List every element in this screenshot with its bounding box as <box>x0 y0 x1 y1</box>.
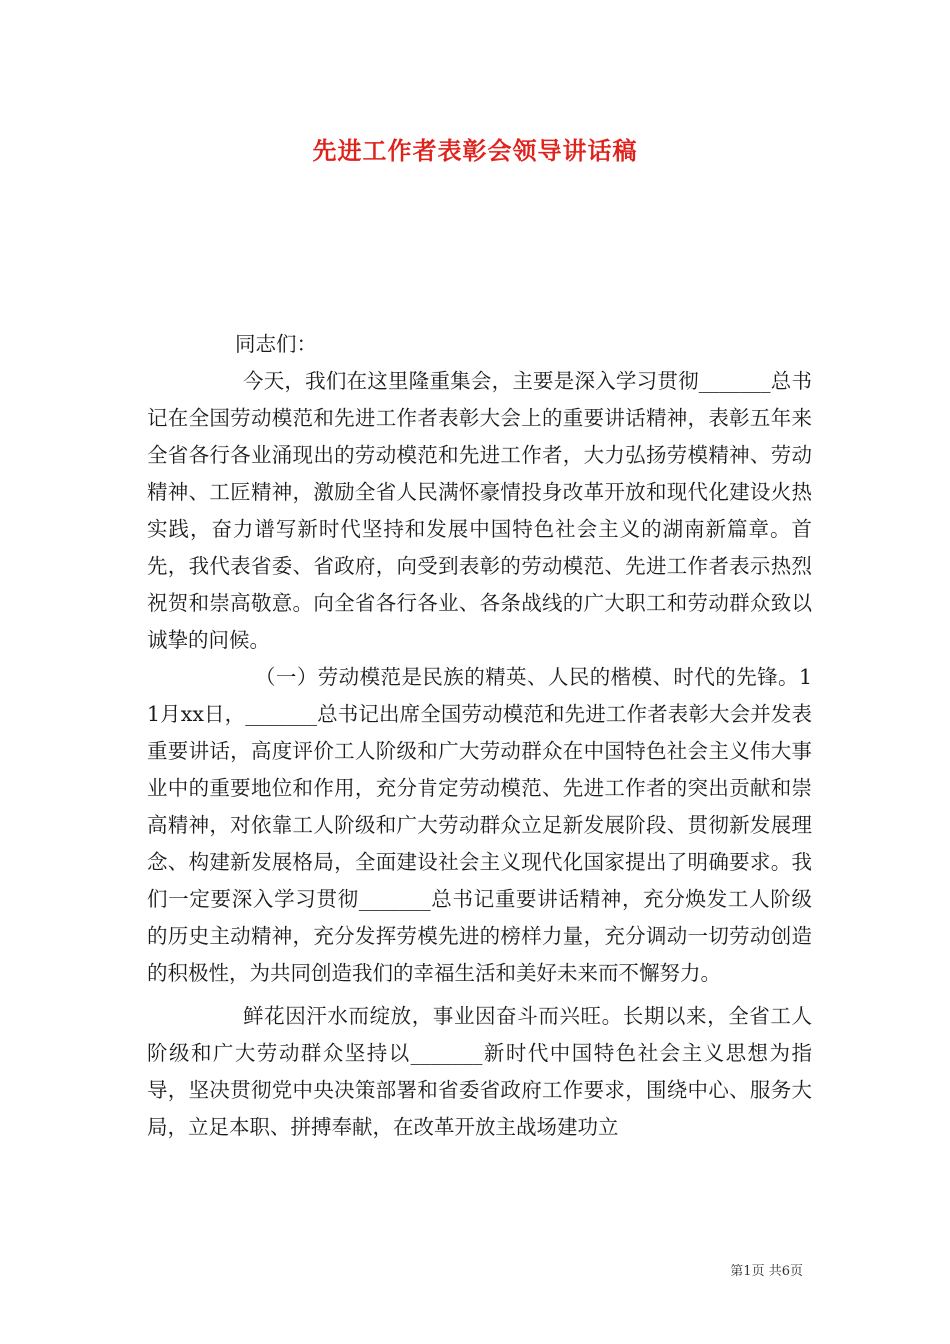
footer-suffix: 页 <box>789 1264 803 1279</box>
salutation: 同志们： <box>235 332 317 356</box>
document-title: 先进工作者表彰会领导讲话稿 <box>312 136 638 165</box>
page-number-footer <box>0 1260 803 1279</box>
paragraph-1: 今天，我们在这里隆重集会，主要是深入学习贯彻_______总书记在全国劳动模范和先进工作者表彰大会上的重要讲话精神，表彰五年来全省各行各业涌现出的劳动模范和先进工作者，大力弘扬劳模精神、劳动精神、工匠精神，激励全省人民满怀豪情投身改革开放和现代化建设火热实践，奋力谱写新时代坚持和发展中国特色社会主义的湖南新篇章。首先，我代表省委、省政府，向受到表彰的劳动模范、先进工作者表示热烈祝贺和崇高敬意。向全省各行各业、各条战线的广大职工和劳动群众致以诚挚的问候。 <box>147 369 812 652</box>
footer-prefix: 第 <box>730 1264 744 1279</box>
paragraph-2: （一）劳动模范是民族的精英、人民的楷模、时代的先锋。11月xx日，_______总书记出席全国劳动模范和先进工作者表彰大会并发表重要讲话，高度评价工人阶级和广大劳动群众在中国特色社会主义伟大事业中的重要地位和作用，充分肯定劳动模范、先进工作者的突出贡献和崇高精神，对依靠工人阶级和广大劳动群众立足新发展阶段、贯彻新发展理念、构建新发展格局，全面建设社会主义现代化国家提出了明确要求。我们一定要深入学习贯彻_______总书记重要讲话精神，充分焕发工人阶级的历史主动精神，充分发挥劳模先进的榜样力量，充分调动一切劳动创造的积极性，为共同创造我们的幸福生活和美好未来而不懈努力。 <box>147 665 812 985</box>
footer-middle: 页 共 <box>751 1264 782 1279</box>
footer-current-page: 1 <box>743 1264 752 1279</box>
footer-total-pages: 6 <box>781 1264 790 1279</box>
document-body <box>147 326 812 1146</box>
paragraph-3: 鲜花因汗水而绽放，事业因奋斗而兴旺。长期以来，全省工人阶级和广大劳动群众坚持以_______新时代中国特色社会主义思想为指导，坚决贯彻党中央决策部署和省委省政府工作要求，围绕中心、服务大局，立足本职、拼搏奉献，在改革开放主战场建功立 <box>147 1004 812 1139</box>
